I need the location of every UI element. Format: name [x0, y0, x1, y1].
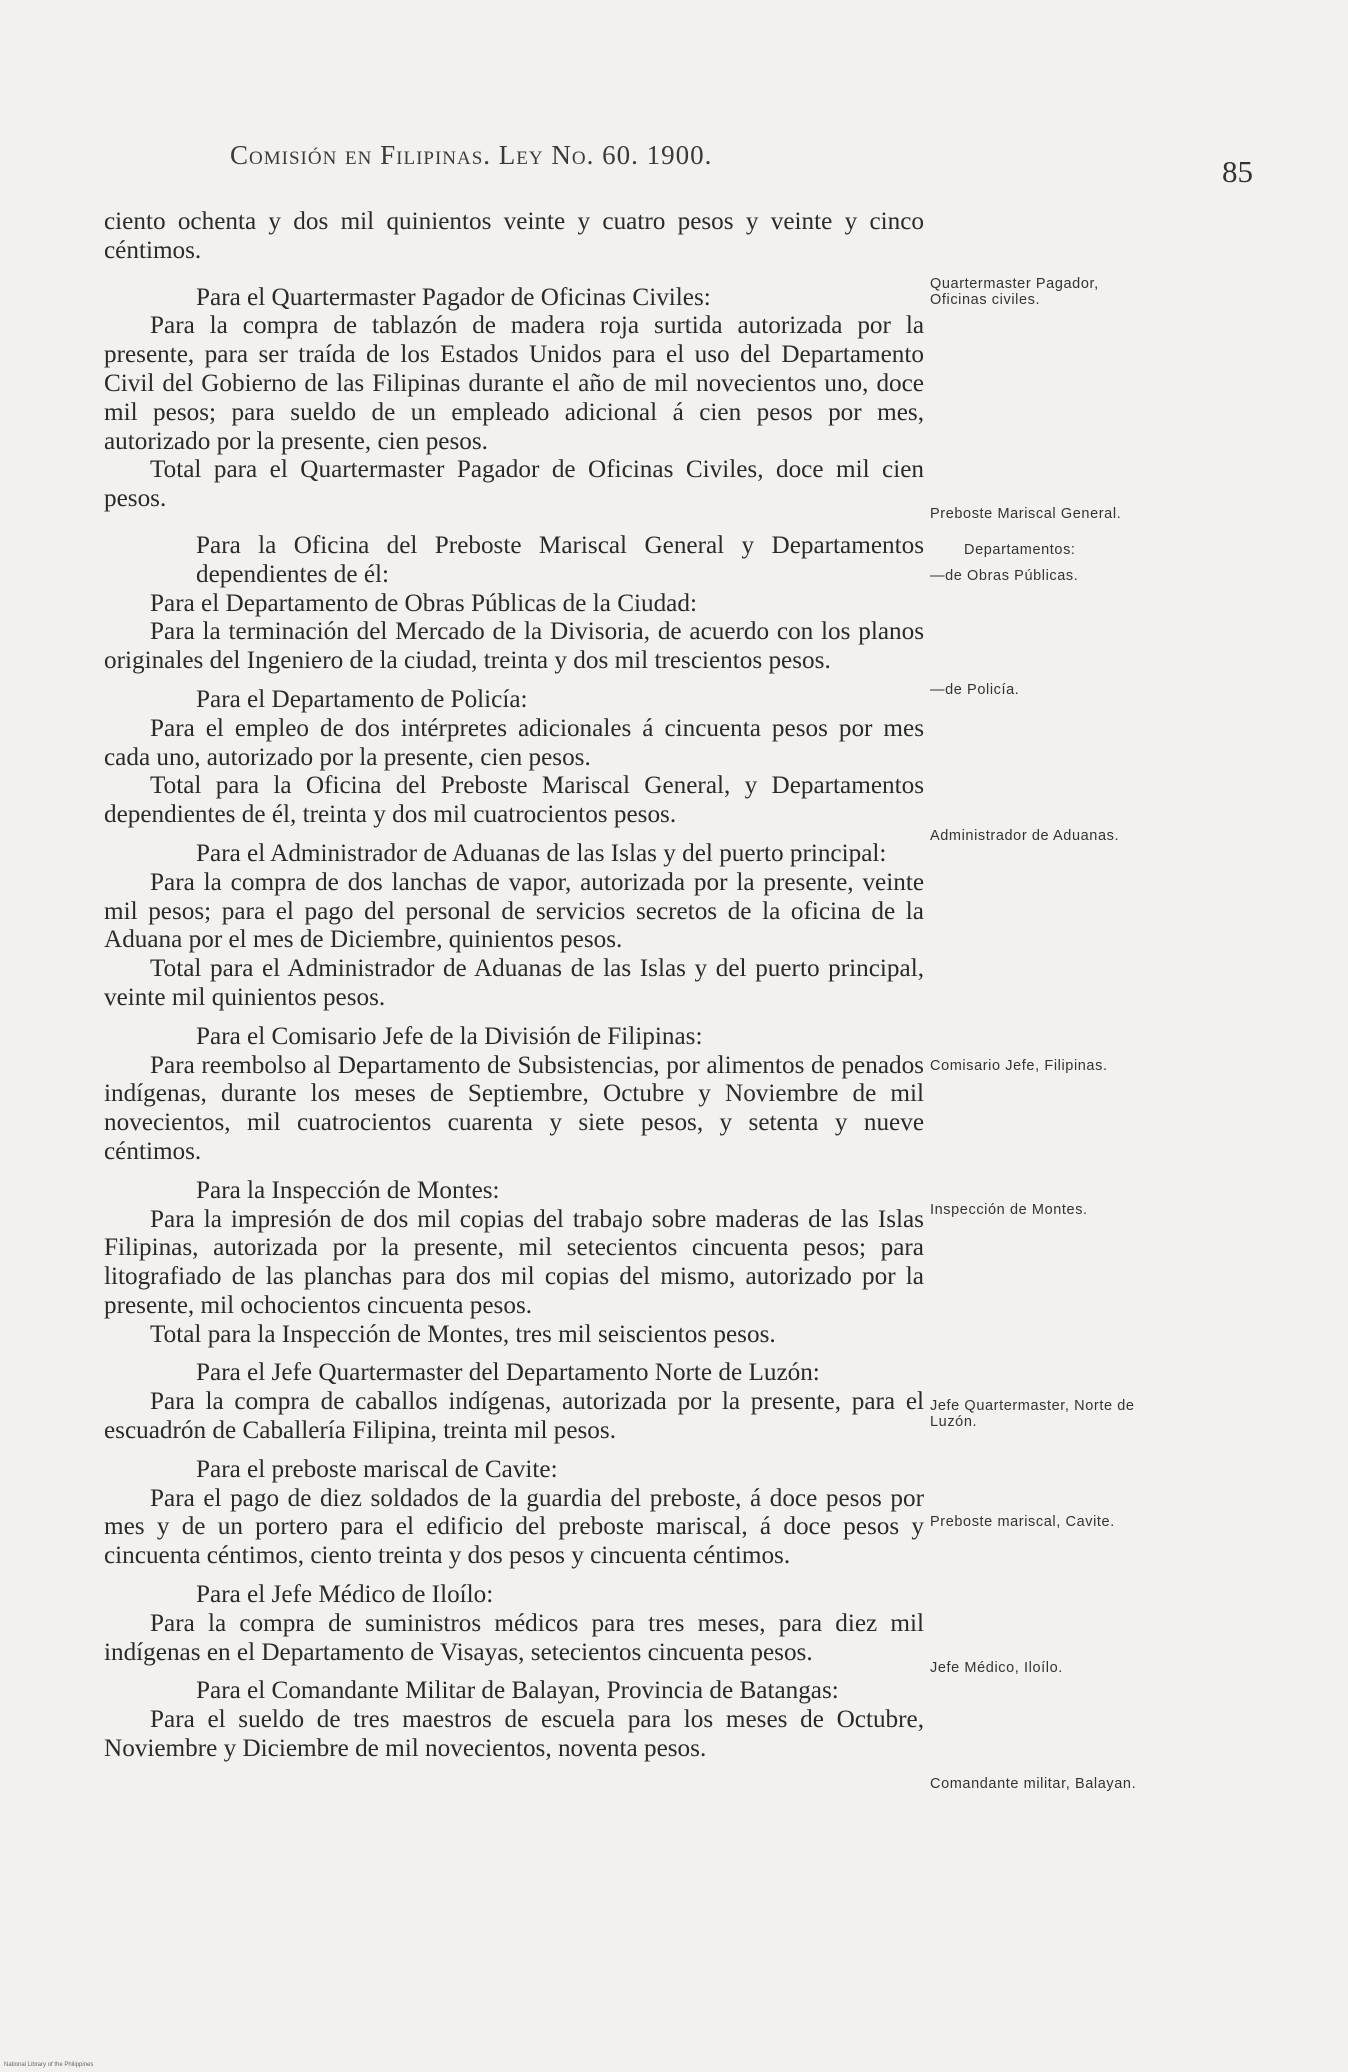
- margin-note: Preboste mariscal, Cavite.: [930, 1514, 1115, 1530]
- margin-note: —de Policía.: [930, 682, 1020, 698]
- paragraph: Para el empleo de dos intérpretes adicionales á cincuenta pesos por mes cada uno, autorizado por la presente, cien pesos.: [104, 714, 924, 771]
- paragraph: Para la compra de caballos indígenas, autorizada por la presente, para el escuadrón de Caballería Filipina, treinta mil pesos.: [104, 1388, 924, 1445]
- margin-note: Preboste Mariscal General.: [930, 506, 1122, 522]
- paragraph: Para la impresión de dos mil copias del trabajo sobre maderas de las Islas Filipinas, autorizada por la presente, mil setecientos cincuenta pesos; para litografiado de las planchas para dos mil copias del mismo, autorizado por la presente, mil ochocientos cincuenta pesos.: [104, 1205, 924, 1319]
- margin-note: —de Obras Públicas.: [930, 568, 1079, 584]
- section-heading: Para el Quartermaster Pagador de Oficinas Civiles:: [196, 283, 711, 311]
- paragraph: Para la compra de suministros médicos para tres meses, para diez mil indígenas en el Departamento de Visayas, setecientos cincuenta pesos.: [104, 1609, 924, 1666]
- paragraph: Total para la Inspección de Montes, tres mil seiscientos pesos.: [150, 1320, 776, 1348]
- paragraph: Para reembolso al Departamento de Subsistencias, por alimentos de penados indígenas, durante los meses de Septiembre, Octubre y Noviembre de mil novecientos, mil cuatrocientos cuarenta y siete pesos, y setenta y nueve céntimos.: [104, 1051, 924, 1165]
- margin-note: Departamentos:: [964, 542, 1076, 558]
- paragraph: Para el pago de diez soldados de la guardia del preboste, á doce pesos por mes y de un portero para el edificio del preboste mariscal, á doce pesos y cincuenta céntimos, ciento treinta y dos pesos y cincuenta céntimos.: [104, 1484, 924, 1570]
- running-title: Comisión en Filipinas. Ley No. 60. 1900.: [230, 140, 713, 170]
- paragraph: ciento ochenta y dos mil quinientos veinte y cuatro pesos y veinte y cinco céntimos.: [104, 208, 924, 264]
- margin-note: Administrador de Aduanas.: [930, 828, 1120, 844]
- margin-note: Jefe Quartermaster, Norte de Luzón.: [930, 1398, 1135, 1430]
- section-heading: Para el Comandante Militar de Balayan, Provincia de Batangas:: [196, 1677, 839, 1705]
- margin-note: Quartermaster Pagador, Oficinas civiles.: [930, 276, 1099, 308]
- section-heading: Para la Inspección de Montes:: [196, 1176, 500, 1204]
- paragraph: Para el sueldo de tres maestros de escuela para los meses de Octubre, Noviembre y Diciembre de mil novecientos, noventa pesos.: [104, 1706, 924, 1763]
- paragraph: Total para el Administrador de Aduanas de las Islas y del puerto principal, veinte mil quinientos pesos.: [104, 955, 924, 1011]
- margin-note: Inspección de Montes.: [930, 1202, 1088, 1218]
- paragraph: Total para la Oficina del Preboste Mariscal General, y Departamentos dependientes de él, treinta y dos mil cuatrocientos pesos.: [104, 772, 924, 829]
- section-heading: Para el preboste mariscal de Cavite:: [196, 1455, 558, 1483]
- footer-credit: National Library of the Philippines: [4, 2062, 94, 2068]
- body-text: [104, 208, 924, 1764]
- section-heading: Para la Oficina del Preboste Mariscal General y Departamentos dependientes de él:: [196, 531, 924, 588]
- section-heading: Para el Comisario Jefe de la División de Filipinas:: [196, 1022, 703, 1050]
- margin-note: Jefe Médico, Iloílo.: [930, 1660, 1063, 1676]
- section-heading: Para el Administrador de Aduanas de las Islas y del puerto principal:: [196, 839, 887, 867]
- paragraph: Total para el Quartermaster Pagador de Oficinas Civiles, doce mil cien pesos.: [104, 456, 924, 513]
- paragraph: Para la terminación del Mercado de la Divisoria, de acuerdo con los planos originales del Ingeniero de la ciudad, treinta y dos mil trescientos pesos.: [104, 618, 924, 675]
- subsection-heading: Para el Departamento de Obras Públicas de la Ciudad:: [150, 589, 697, 617]
- section-heading: Para el Jefe Médico de Iloílo:: [196, 1581, 494, 1609]
- paragraph: Para la compra de dos lanchas de vapor, autorizada por la presente, veinte mil pesos; para el pago del personal de servicios secretos de la oficina de la Aduana por el mes de Diciembre, quinientos pesos.: [104, 868, 924, 954]
- section-heading: Para el Jefe Quartermaster del Departamento Norte de Luzón:: [196, 1359, 820, 1387]
- margin-note: Comandante militar, Balayan.: [930, 1776, 1137, 1792]
- subsection-heading: Para el Departamento de Policía:: [196, 685, 528, 713]
- margin-note: Comisario Jefe, Filipinas.: [930, 1058, 1108, 1074]
- paragraph: Para la compra de tablazón de madera roja surtida autorizada por la presente, para ser traída de los Estados Unidos para el uso del Departamento Civil del Gobierno de las Filipinas durante el año de mil novecientos uno, doce mil pesos; para sueldo de un empleado adicional á cien pesos por mes, autorizado por la presente, cien pesos.: [104, 312, 924, 455]
- page-number: 85: [1222, 154, 1253, 189]
